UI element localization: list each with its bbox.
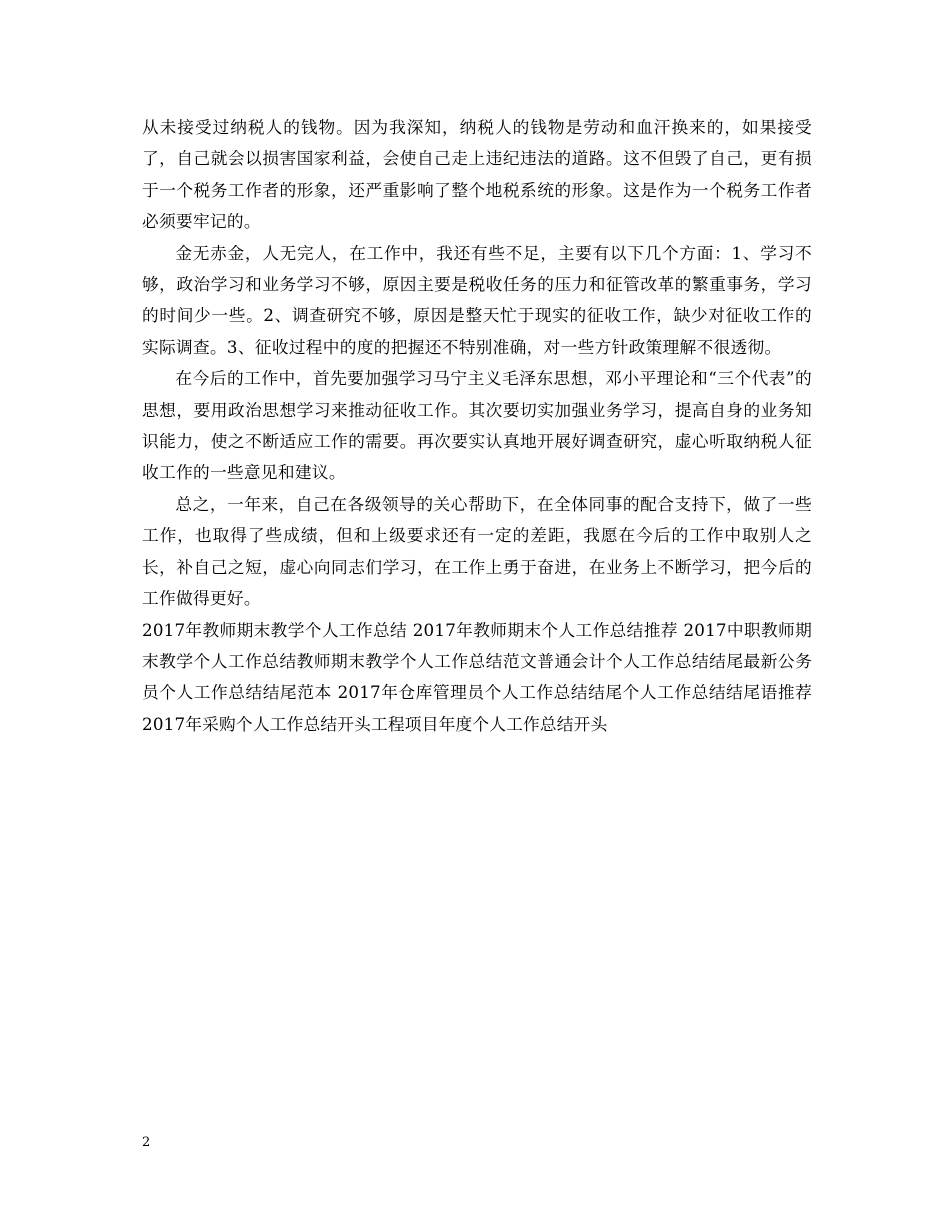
page-number: 2 — [142, 1135, 151, 1150]
paragraph-conclusion: 总之，一年来，自己在各级领导的关心帮助下，在全体同事的配合支持下，做了一些工作，也取得了些成绩，但和上级要求还有一定的差距，我愿在今后的工作中取别人之长，补自己之短，虚心向同志们学习，在工作上勇于奋进，在业务上不断学习，把今后的工作做得更好。 — [142, 493, 812, 609]
paragraph-shortcomings: 金无赤金，人无完人，在工作中，我还有些不足，主要有以下几个方面：1、学习不够，政治学习和业务学习不够，原因主要是税收任务的压力和征管改革的繁重事务，学习的时间少一些。2、调查研究不够，原因是整天忙于现实的征收工作，缺少对征收工作的实际调查。3、征收过程中的度的把握还不特别准确，对一些方针政策理解不很透彻。 — [142, 242, 812, 357]
paragraph-future-work: 在今后的工作中，首先要加强学习马宁主义毛泽东思想，邓小平理论和“三个代表”的思想，要用政治思想学习来推动征收工作。其次要切实加强业务学习，提高自身的业务知识能力，使之不断适应工作的需要。再次要实认真地开展好调查研究，虚心听取纳税人征收工作的一些意见和建议。 — [142, 368, 812, 483]
related-articles-text: 2017年教师期末教学个人工作总结 2017年教师期末个人工作总结推荐 2017中职教师期末教学个人工作总结教师期末教学个人工作总结范文普通会计个人工作总结结尾最新公务员个人工作总结结尾范本 2017年仓库管理员个人工作总结结尾个人工作总结结尾语推荐 2017年采购个人工作总结开头工程项目年度个人工作总结开头 — [142, 619, 812, 734]
document-body — [142, 112, 812, 740]
paragraph-continuation: 从未接受过纳税人的钱物。因为我深知，纳税人的钱物是劳动和血汗换来的，如果接受了，自己就会以损害国家利益，会使自己走上违纪违法的道路。这不但毁了自己，更有损于一个税务工作者的形象，还严重影响了整个地税系统的形象。这是作为一个税务工作者必须要牢记的。 — [142, 117, 812, 232]
